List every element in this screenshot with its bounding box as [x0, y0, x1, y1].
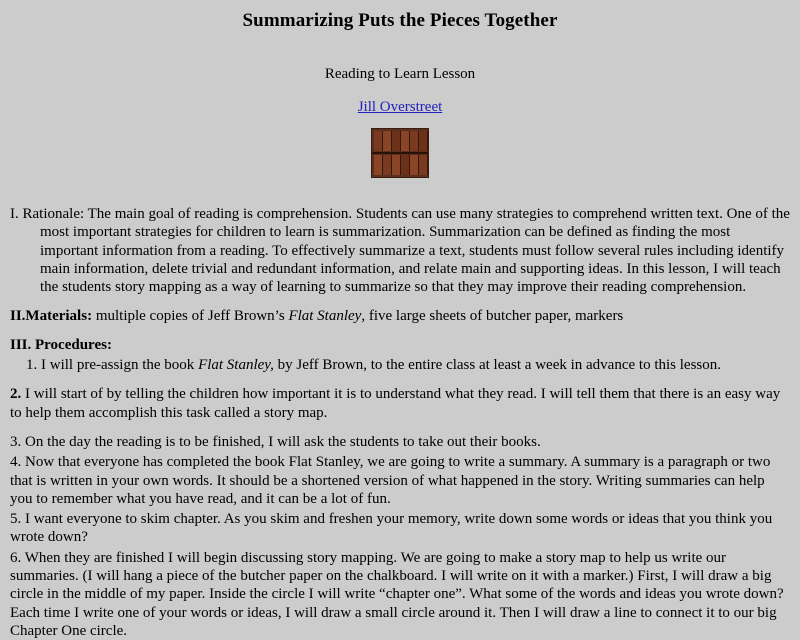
step-6-number: 6. [10, 549, 22, 566]
materials-text-before: multiple copies of Jeff Brown’s [92, 308, 289, 325]
materials-text-after: , five large sheets of butcher paper, markers [361, 308, 624, 325]
procedures-heading [10, 336, 790, 354]
step-3-number: 3. [10, 433, 22, 450]
materials-book-title: Flat Stanley [288, 308, 362, 325]
step-2-number: 2. [10, 386, 22, 403]
step-3-text: On the day the reading is to be finished, I will ask the students to take out their books. [21, 433, 541, 450]
procedure-step-4 [10, 453, 790, 508]
document-body [10, 205, 790, 640]
step-1-text-after: by Jeff Brown, to the entire class at least a week in advance to this lesson. [273, 357, 721, 374]
bookshelf-image [371, 128, 429, 178]
page-title: Summarizing Puts the Pieces Together [242, 10, 558, 31]
step-5-text: I want everyone to skim chapter. As you skim and freshen your memory, write down some words or ideas that you think you wrote down? [10, 511, 773, 546]
materials-paragraph [10, 307, 790, 325]
procedures-label: III. Procedures: [10, 336, 112, 353]
materials-label: II.Materials: [10, 308, 93, 325]
author-line [10, 99, 790, 116]
rationale-paragraph [10, 205, 790, 296]
procedure-step-6 [10, 549, 790, 640]
step-4-text: Now that everyone has completed the book Flat Stanley, we are going to write a summary. A summary is a paragraph or two that is written in your own words. It should be a shortened version of what happened in the story. Writing summaries can help you to remember what you have read, and it can be a lot of fun. [10, 454, 771, 507]
procedure-step-5 [10, 510, 790, 547]
step-5-number: 5. [10, 511, 22, 528]
author-link[interactable]: Jill Overstreet [357, 99, 443, 115]
procedure-step-2 [10, 385, 790, 422]
page-subtitle: Reading to Learn Lesson [324, 66, 476, 82]
step-1-text-before: I will pre-assign the book [37, 357, 199, 374]
rationale-label: I. Rationale: [10, 206, 85, 222]
step-2-text: I will start of by telling the children how important it is to understand what they read. I will tell them that there is an easy way to help them accomplish this task called a story map. [10, 386, 781, 421]
rationale-text: The main goal of reading is comprehension. Students can use many strategies to comprehend written text. One of the most important strategies for children to learn is summarization. Summarization can be defined as finding the most important information from a reading. To effectively summarize a text, students must follow several rules including identify main information, delete trivial and redundant information, and relate main and supporting ideas. In this lesson, I will teach the students story mapping as a way of learning to summarize so that they may improve their reading comprehension. [40, 206, 790, 296]
procedure-step-1 [10, 356, 790, 374]
procedure-step-3 [10, 433, 790, 451]
step-1-italic: Flat Stanley, [198, 357, 274, 374]
image-container [10, 128, 790, 183]
step-4-number: 4. [10, 454, 22, 471]
step-1-number: 1. [26, 357, 38, 374]
step-6-text: When they are finished I will begin discussing story mapping. We are going to make a story map to help us write our summaries. (I will hang a piece of the butcher paper on the chalkboard. I will write on it with a marker.) First, I will draw a big circle in the middle of my paper. Inside the circle I will write “chapter one”. What some of the words and ideas you wrote down? Each time I write one of your words or ideas, I will draw a small circle around it. Then I will draw a line to connect it to our big Chapter One circle. [10, 549, 784, 639]
